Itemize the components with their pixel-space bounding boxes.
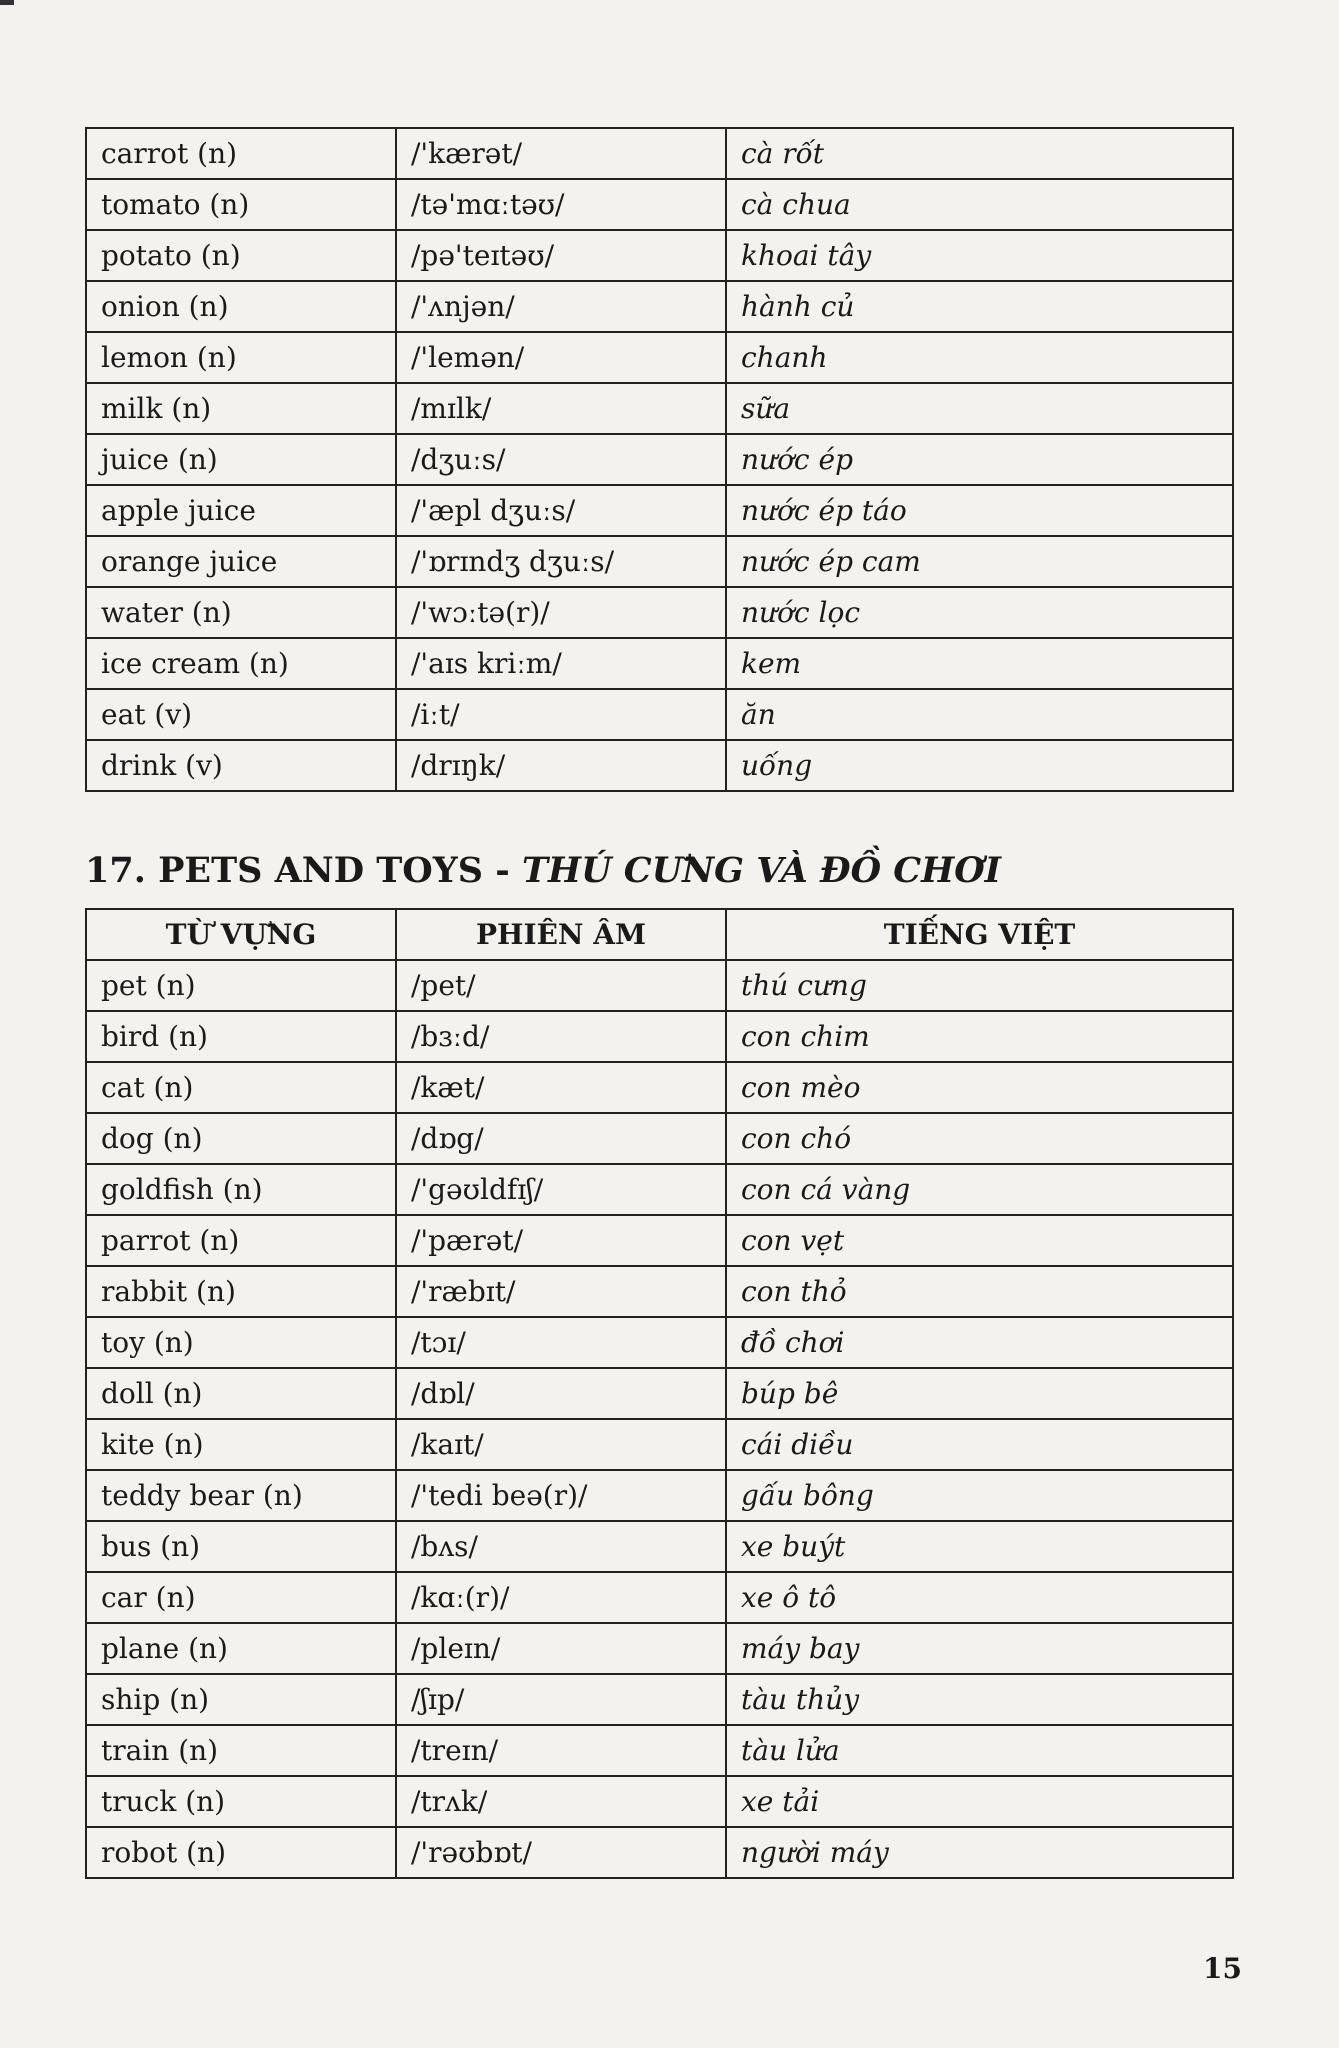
vocab-word: potato (n) [86, 230, 396, 281]
table-body [86, 960, 1233, 1878]
table-row [86, 1725, 1233, 1776]
table-row [86, 281, 1233, 332]
vocab-word: plane (n) [86, 1623, 396, 1674]
vocab-vietnamese: người máy [726, 1827, 1233, 1878]
section-title-en: 17. PETS AND TOYS - [85, 850, 522, 891]
vocab-ipa: /kæt/ [396, 1062, 726, 1113]
vocab-word: dog (n) [86, 1113, 396, 1164]
vocab-word: goldfish (n) [86, 1164, 396, 1215]
vocab-ipa: /dɒg/ [396, 1113, 726, 1164]
vocab-ipa: /'kærət/ [396, 128, 726, 179]
vocab-ipa: /'wɔːtə(r)/ [396, 587, 726, 638]
vocab-vietnamese: sữa [726, 383, 1233, 434]
section-title-vi: THÚ CƯNG VÀ ĐỒ CHƠI [521, 850, 1002, 891]
vocab-ipa: /'tedi beə(r)/ [396, 1470, 726, 1521]
table-row [86, 960, 1233, 1011]
table-row [86, 1062, 1233, 1113]
table-row [86, 1368, 1233, 1419]
vocab-vietnamese: nước ép cam [726, 536, 1233, 587]
vocab-ipa: /'rəʊbɒt/ [396, 1827, 726, 1878]
vocab-ipa: /tɔɪ/ [396, 1317, 726, 1368]
header-word: TỪ VỰNG [86, 909, 396, 960]
vocab-vietnamese: thú cưng [726, 960, 1233, 1011]
table-row [86, 1317, 1233, 1368]
vocab-ipa: /pə'teɪtəʊ/ [396, 230, 726, 281]
vocab-word: onion (n) [86, 281, 396, 332]
vocab-vietnamese: đồ chơi [726, 1317, 1233, 1368]
vocab-word: milk (n) [86, 383, 396, 434]
vocab-vietnamese: nước lọc [726, 587, 1233, 638]
vocab-vietnamese: búp bê [726, 1368, 1233, 1419]
vocab-ipa: /'gəʊldfɪʃ/ [396, 1164, 726, 1215]
vocab-ipa: /bʌs/ [396, 1521, 726, 1572]
vocab-vietnamese: con chó [726, 1113, 1233, 1164]
vocab-vietnamese: con chim [726, 1011, 1233, 1062]
vocab-word: rabbit (n) [86, 1266, 396, 1317]
vocab-word: truck (n) [86, 1776, 396, 1827]
table-row [86, 740, 1233, 791]
vocab-ipa: /pleɪn/ [396, 1623, 726, 1674]
table-body [86, 128, 1233, 791]
vocab-word: carrot (n) [86, 128, 396, 179]
vocab-vietnamese: xe ô tô [726, 1572, 1233, 1623]
vocab-ipa: /mɪlk/ [396, 383, 726, 434]
scan-mark [0, 0, 14, 5]
table-header-row [86, 909, 1233, 960]
table-row [86, 1623, 1233, 1674]
vocab-ipa: /'ʌnjən/ [396, 281, 726, 332]
table-row [86, 179, 1233, 230]
vocab-vietnamese: cà rốt [726, 128, 1233, 179]
vocab-word: ice cream (n) [86, 638, 396, 689]
table-row [86, 689, 1233, 740]
page-number: 15 [1203, 1952, 1242, 1985]
vocab-ipa: /tə'mɑːtəʊ/ [396, 179, 726, 230]
vocab-word: bird (n) [86, 1011, 396, 1062]
vocab-ipa: /ʃɪp/ [396, 1674, 726, 1725]
table-row [86, 332, 1233, 383]
vocab-vietnamese: cái diều [726, 1419, 1233, 1470]
vocab-vietnamese: tàu thủy [726, 1674, 1233, 1725]
header-vietnamese: TIẾNG VIỆT [726, 909, 1233, 960]
vocab-word: robot (n) [86, 1827, 396, 1878]
vocab-vietnamese: xe buýt [726, 1521, 1233, 1572]
table-row [86, 1011, 1233, 1062]
table-row [86, 1572, 1233, 1623]
vocab-word: eat (v) [86, 689, 396, 740]
vocab-vietnamese: con thỏ [726, 1266, 1233, 1317]
vocab-ipa: /treɪn/ [396, 1725, 726, 1776]
vocab-vietnamese: nước ép [726, 434, 1233, 485]
vocab-vietnamese: chanh [726, 332, 1233, 383]
vocab-vietnamese: uống [726, 740, 1233, 791]
vocab-ipa: /bɜːd/ [396, 1011, 726, 1062]
vocab-ipa: /'æpl dʒuːs/ [396, 485, 726, 536]
vocab-word: parrot (n) [86, 1215, 396, 1266]
header-ipa: PHIÊN ÂM [396, 909, 726, 960]
table-row [86, 638, 1233, 689]
vocab-ipa: /pet/ [396, 960, 726, 1011]
vocab-ipa: /iːt/ [396, 689, 726, 740]
table-row [86, 128, 1233, 179]
table-row [86, 587, 1233, 638]
vocab-word: tomato (n) [86, 179, 396, 230]
food-drink-vocab-table [85, 127, 1234, 792]
vocab-vietnamese: khoai tây [726, 230, 1233, 281]
table-row [86, 1266, 1233, 1317]
vocab-vietnamese: kem [726, 638, 1233, 689]
vocab-word: ship (n) [86, 1674, 396, 1725]
vocab-ipa: /'ræbɪt/ [396, 1266, 726, 1317]
vocab-vietnamese: nước ép táo [726, 485, 1233, 536]
vocab-vietnamese: ăn [726, 689, 1233, 740]
vocab-word: train (n) [86, 1725, 396, 1776]
vocab-ipa: /dʒuːs/ [396, 434, 726, 485]
vocab-word: car (n) [86, 1572, 396, 1623]
vocab-ipa: /kɑː(r)/ [396, 1572, 726, 1623]
table-row [86, 1113, 1233, 1164]
table-row [86, 383, 1233, 434]
table-row [86, 1827, 1233, 1878]
vocab-vietnamese: cà chua [726, 179, 1233, 230]
pets-toys-vocab-table [85, 908, 1234, 1879]
vocab-word: bus (n) [86, 1521, 396, 1572]
table-row [86, 1470, 1233, 1521]
table-row [86, 230, 1233, 281]
vocab-word: apple juice [86, 485, 396, 536]
vocab-word: drink (v) [86, 740, 396, 791]
vocab-ipa: /dɒl/ [396, 1368, 726, 1419]
vocab-vietnamese: hành củ [726, 281, 1233, 332]
vocab-word: orange juice [86, 536, 396, 587]
table-row [86, 1164, 1233, 1215]
vocab-word: lemon (n) [86, 332, 396, 383]
vocab-word: juice (n) [86, 434, 396, 485]
table-row [86, 1674, 1233, 1725]
table-row [86, 1215, 1233, 1266]
table-row [86, 1521, 1233, 1572]
table-row [86, 1419, 1233, 1470]
section-heading [85, 850, 1001, 891]
vocab-ipa: /'lemən/ [396, 332, 726, 383]
vocab-word: kite (n) [86, 1419, 396, 1470]
table-row [86, 536, 1233, 587]
vocab-vietnamese: gấu bông [726, 1470, 1233, 1521]
vocab-vietnamese: con mèo [726, 1062, 1233, 1113]
table-row [86, 485, 1233, 536]
vocab-vietnamese: xe tải [726, 1776, 1233, 1827]
vocab-word: water (n) [86, 587, 396, 638]
vocab-word: cat (n) [86, 1062, 396, 1113]
table-row [86, 1776, 1233, 1827]
vocab-ipa: /trʌk/ [396, 1776, 726, 1827]
vocab-vietnamese: con cá vàng [726, 1164, 1233, 1215]
vocab-ipa: /'ɒrɪndʒ dʒuːs/ [396, 536, 726, 587]
table-row [86, 434, 1233, 485]
vocab-word: pet (n) [86, 960, 396, 1011]
vocab-ipa: /kaɪt/ [396, 1419, 726, 1470]
vocab-ipa: /'aɪs kriːm/ [396, 638, 726, 689]
vocab-ipa: /drɪŋk/ [396, 740, 726, 791]
vocab-word: teddy bear (n) [86, 1470, 396, 1521]
vocab-word: toy (n) [86, 1317, 396, 1368]
vocab-ipa: /'pærət/ [396, 1215, 726, 1266]
vocab-vietnamese: con vẹt [726, 1215, 1233, 1266]
vocab-vietnamese: tàu lửa [726, 1725, 1233, 1776]
vocab-word: doll (n) [86, 1368, 396, 1419]
vocab-vietnamese: máy bay [726, 1623, 1233, 1674]
